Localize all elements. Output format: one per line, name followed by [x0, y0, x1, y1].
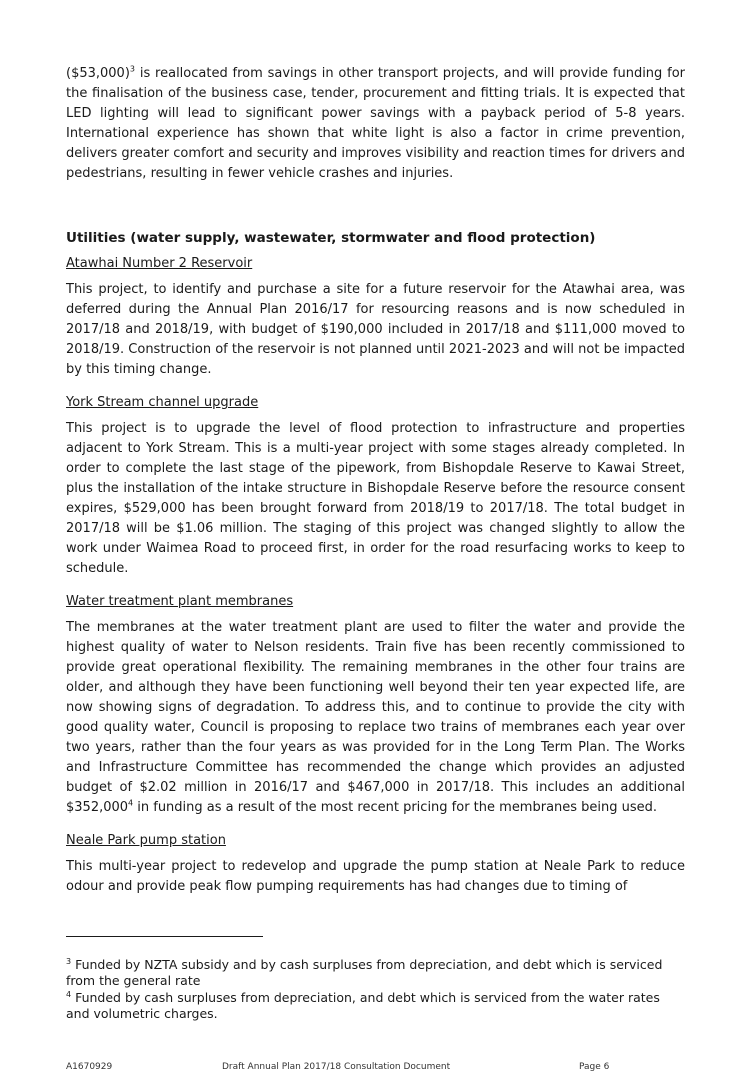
footnote-text: Funded by cash surpluses from depreciation, and debt which is serviced from the water rates and volumetric charges. — [66, 990, 660, 1021]
paragraph-neale-park: This multi-year project to redevelop and upgrade the pump station at Neale Park to reduce odour and provide peak flow pumping requirements has had changes due to timing of — [66, 859, 685, 894]
paragraph-membranes — [66, 618, 685, 818]
footnote-3 — [66, 957, 685, 989]
footnote-text: Funded by NZTA subsidy and by cash surpluses from depreciation, and debt which is serviced from the general rate — [66, 957, 663, 988]
subheading-atawhai: Atawhai Number 2 Reservoir — [66, 256, 253, 271]
subheading-york-stream: York Stream channel upgrade — [66, 395, 259, 410]
intro-amount: ($53,000) — [66, 66, 130, 81]
subheading-neale-park: Neale Park pump station — [66, 833, 226, 848]
membranes-text-b: in funding as a result of the most recent pricing for the membranes being used. — [133, 800, 658, 815]
footnote-divider — [66, 936, 263, 937]
footnote-num: 4 — [66, 989, 72, 999]
footnote-num: 3 — [66, 956, 72, 966]
document-body — [66, 64, 685, 897]
section-heading: Utilities (water supply, wastewater, stormwater and flood protection) — [66, 230, 596, 246]
subheading-membranes: Water treatment plant membranes — [66, 594, 294, 609]
footer-page-number: Page 6 — [579, 1062, 610, 1072]
footnote-ref-4: 4 — [128, 798, 134, 808]
intro-text: is reallocated from savings in other transport projects, and will provide funding for the finalisation of the business case, tender, procurement and fitting trials. It is expected that LED lighting will lead to significant power savings with a payback period of 5-8 years. International experience has shown that white light is also a factor in crime prevention, delivers greater comfort and security and improves visibility and reaction times for drivers and pedestrians, resulting in fewer vehicle crashes and injuries. — [66, 66, 685, 181]
footer-doc-id: A1670929 — [66, 1062, 113, 1072]
footnote-4 — [66, 990, 685, 1022]
intro-paragraph — [66, 64, 685, 184]
footnote-ref-3: 3 — [129, 64, 135, 74]
membranes-text-a: The membranes at the water treatment plant are used to filter the water and provide the highest quality of water to Nelson residents. Train five has been recently commissioned to provide great operational flexibility. The remaining membranes in the other four trains are older, and although they have been functioning well beyond their ten year expected life, are now showing signs of degradation. To address this, and to continue to provide the city with good quality water, Council is proposing to replace two trains of membranes each year over two years, rather than the four years as was provided for in the Long Term Plan. The Works and Infrastructure Committee has recommended the change which provides an adjusted budget of $2.02 million in 2016/17 and $467,000 in 2017/18. This includes an additional $352,000 — [66, 620, 685, 815]
footer-doc-title: Draft Annual Plan 2017/18 Consultation Document — [222, 1062, 451, 1072]
paragraph-atawhai: This project, to identify and purchase a site for a future reservoir for the Atawhai area, was deferred during the Annual Plan 2016/17 for resourcing reasons and is now scheduled in 2017/18 and 2018/19, with budget of $190,000 included in 2017/18 and $111,000 moved to 2018/19. Construction of the reservoir is not planned until 2021-2023 and will not be impacted by this timing change. — [66, 282, 685, 377]
paragraph-york-stream: This project is to upgrade the level of flood protection to infrastructure and properties adjacent to York Stream. This is a multi-year project with some stages already completed. In order to complete the last stage of the pipework, from Bishopdale Reserve to Kawai Street, plus the installation of the intake structure in Bishopdale Reserve before the resource consent expires, $529,000 has been brought forward from 2018/19 to 2017/18. The total budget in 2017/18 will be $1.06 million. The staging of this project was changed slightly to allow the work under Waimea Road to proceed first, in order for the road resurfacing works to keep to schedule. — [66, 421, 685, 576]
